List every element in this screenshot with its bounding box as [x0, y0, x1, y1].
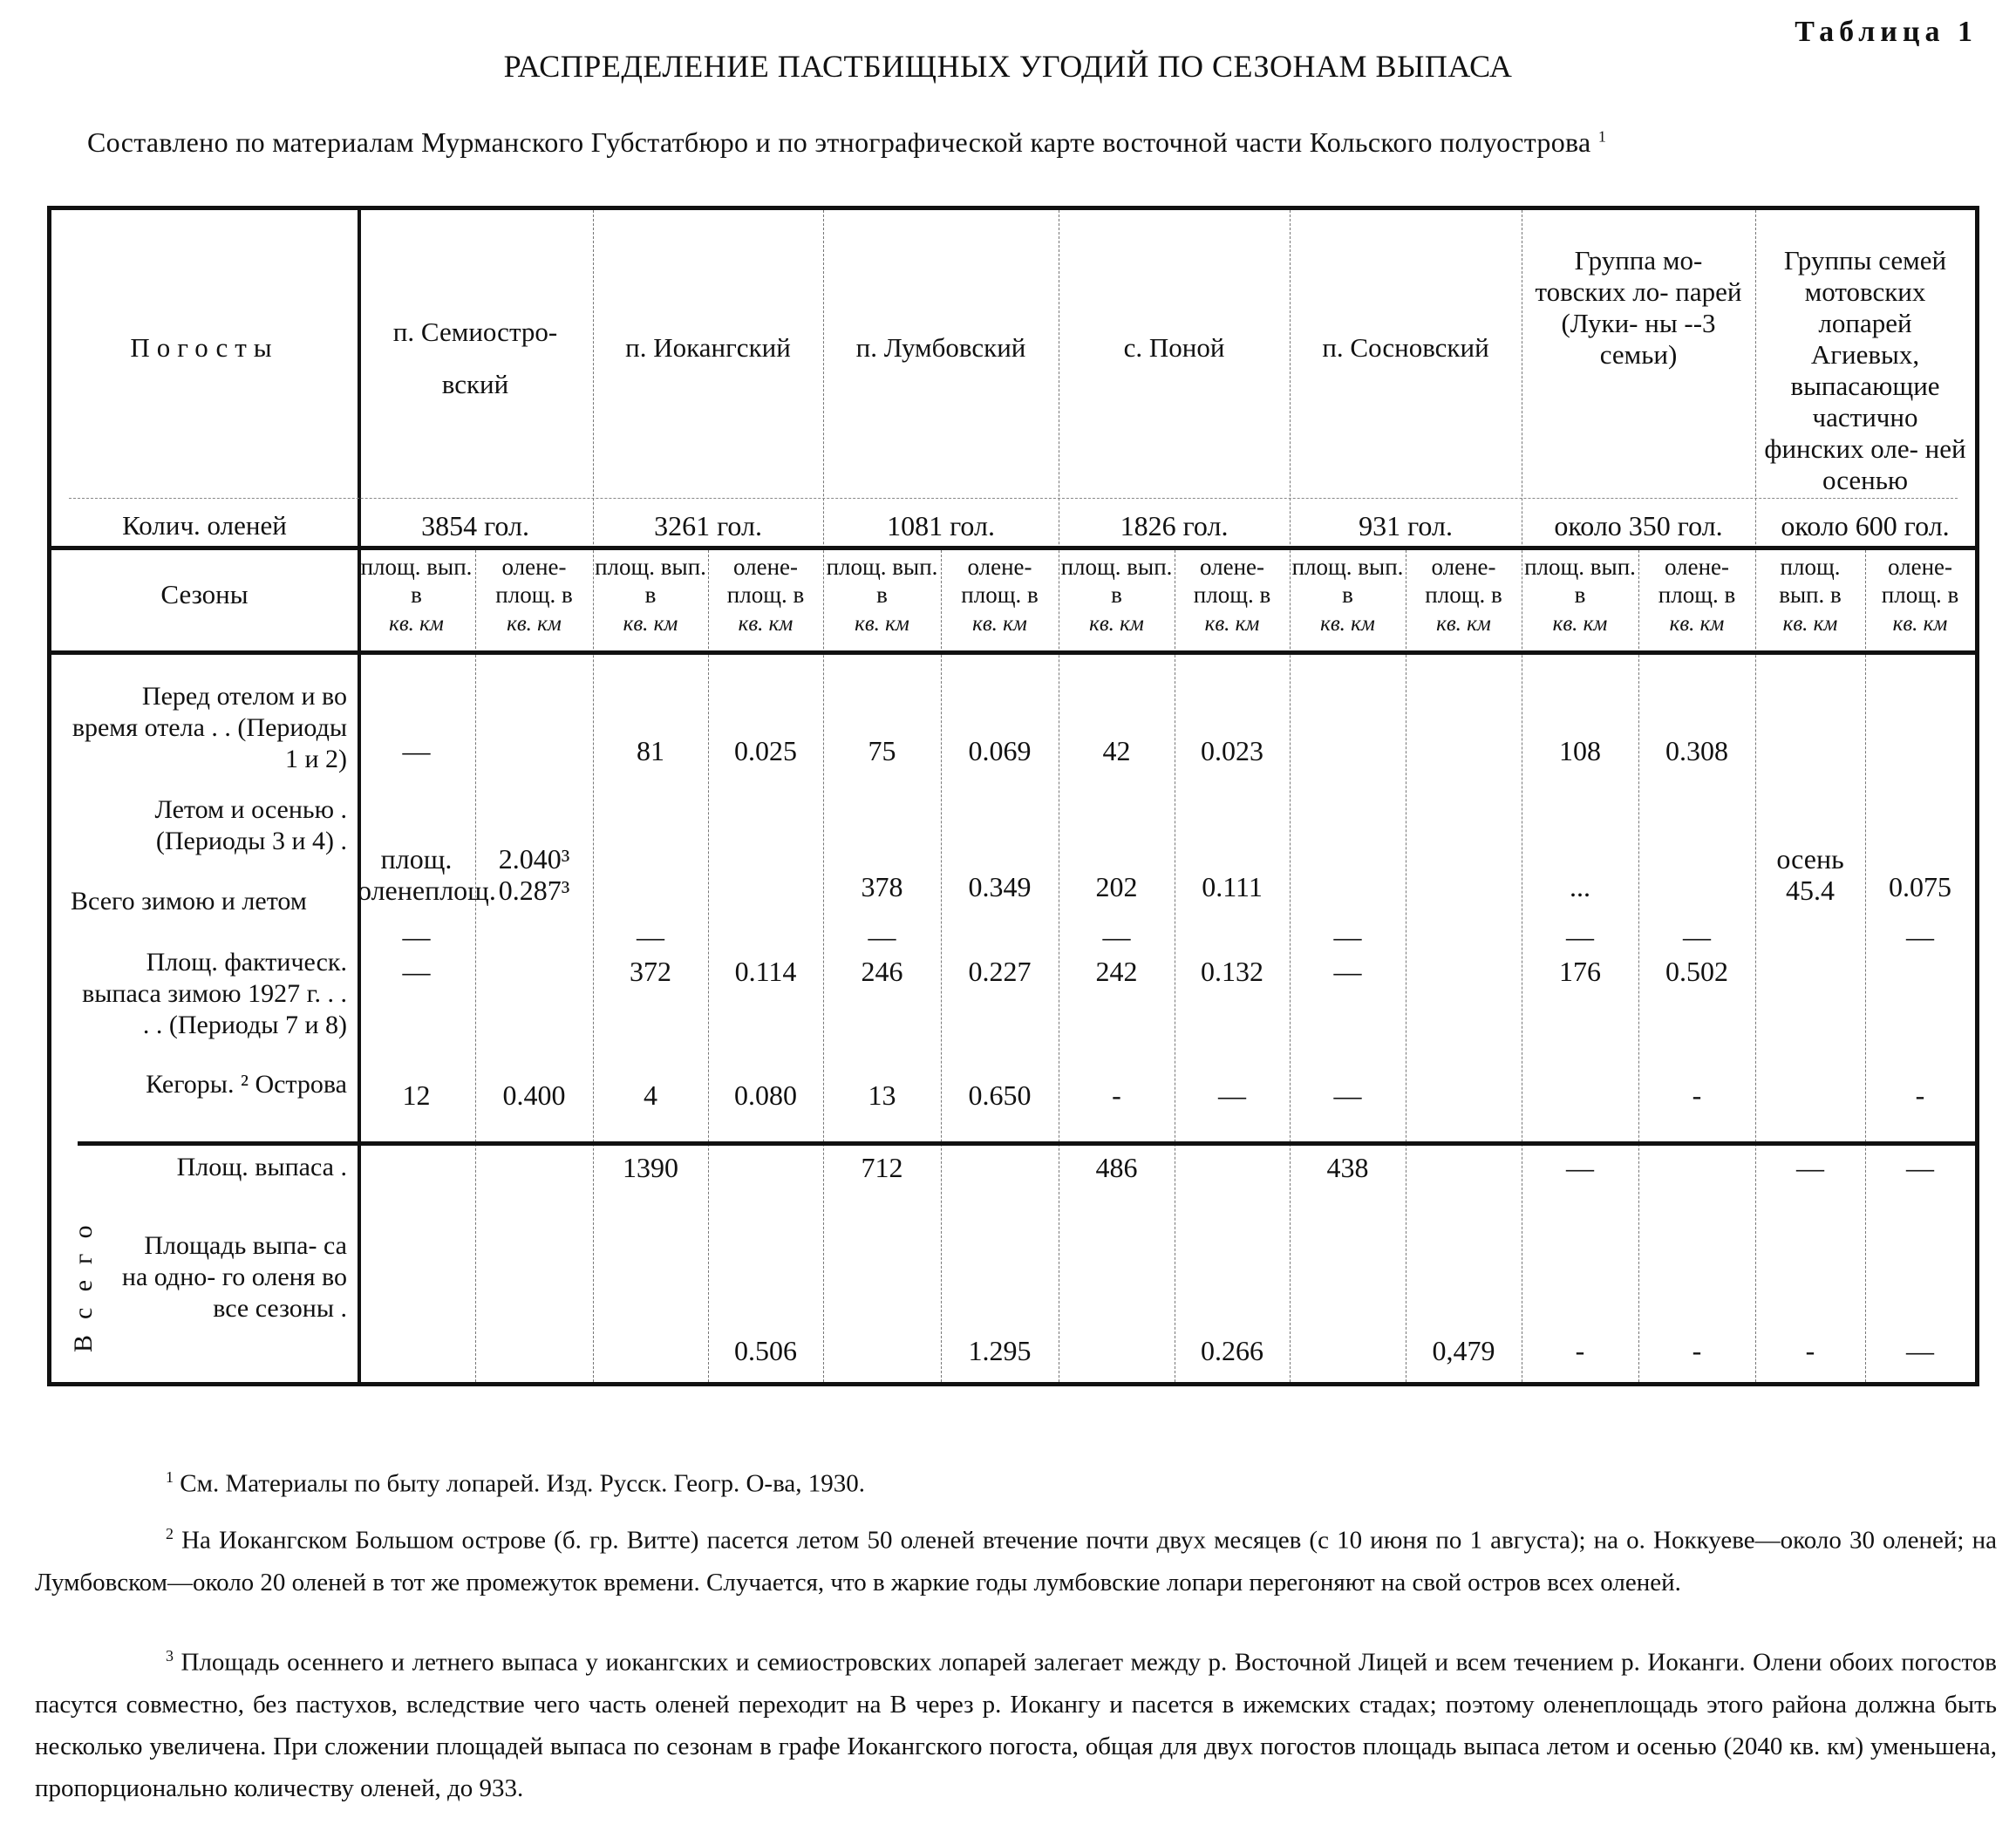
footnote-ref: 1 — [1597, 127, 1607, 146]
season-row-value: — — [1906, 921, 1934, 952]
group-divider — [1290, 210, 1291, 1382]
subcolumn-header-text: площ. вып. в — [1060, 554, 1173, 608]
season-row-value: 0.308 — [1665, 735, 1728, 766]
season-row-value: 0.114 — [734, 956, 797, 987]
group-divider — [1755, 210, 1756, 1382]
pasture-distribution-table — [47, 206, 1979, 1386]
table-title: РАСПРЕДЕЛЕНИЕ ПАСТБИЩНЫХ УГОДИЙ ПО СЕЗОНАМ ВЫПАСА — [503, 49, 1513, 84]
subcolumn-header-text: олене- площ. в — [1425, 554, 1502, 608]
totals-row-value: 0,479 — [1432, 1335, 1495, 1366]
reindeer-count-1: 3854 гол. — [421, 510, 529, 541]
group-header-7: Группы семей мотовских лопарей Агиевых, выпасающие частично финских оле- ней осенью — [1764, 245, 1966, 495]
unit-label: кв. км — [1782, 612, 1838, 636]
season-row-value: 75 — [868, 735, 896, 766]
season-row-value: — — [1218, 1079, 1246, 1111]
season-row-value: 176 — [1559, 956, 1601, 987]
unit-label: кв. км — [972, 612, 1027, 636]
season-row-value: 12 — [402, 1079, 431, 1111]
reindeer-count-2: 3261 гол. — [654, 510, 762, 541]
totals-row-value: — — [1906, 1335, 1934, 1366]
subcolumn-header — [593, 553, 708, 638]
subcolumn-header — [1290, 553, 1406, 638]
season-row-value: 242 — [1095, 956, 1138, 987]
subcolumn-divider — [1865, 546, 1866, 1382]
footnote-text: См. Материалы по быту лопарей. Изд. Русск. Геогр. О-ва, 1930. — [174, 1469, 865, 1498]
subcolumn-header-text: площ. вып. в — [826, 554, 938, 608]
season-row-value: 2.040³ 0.287³ — [498, 843, 570, 906]
seasons-row-bottom-rule — [51, 650, 1975, 655]
unit-label: кв. км — [738, 612, 793, 636]
season-row-value: 378 — [861, 871, 903, 902]
reindeer-count-5: 931 гол. — [1359, 510, 1453, 541]
footnote-mark: 3 — [166, 1647, 174, 1665]
totals-row-value: - — [1692, 1335, 1702, 1366]
totals-row-value: — — [1796, 1152, 1824, 1183]
subcolumn-header — [1406, 553, 1522, 638]
table-number-label: Таблица 1 — [1795, 16, 1978, 48]
group-header-3: п. Лумбовский — [855, 332, 1026, 363]
reindeer-count-4: 1826 гол. — [1120, 510, 1229, 541]
totals-row-value: — — [1566, 1152, 1594, 1183]
reindeer-count-6: около 350 гол. — [1554, 510, 1723, 541]
footnote-text: Площадь осеннего и летнего выпаса у иокангских и семиостровских лопарей залегает между р. Восточной Лицей и всем течением р. Иоканги. Олени обоих погостов пасутся совместно, без пастухов, вследствие чего часть оленей переходит на В через р. Иокангу и пасется в ижемских стадах; поэтому оленеплощадь этого района должна быть несколько увеличена. При сложении площадей выпаса по сезонам в графе Иокангского погоста, общая для двух погостов площадь выпаса летом и осенью (2040 кв. км) уменьшена, пропорционально количеству оленей, до 933. — [35, 1648, 1997, 1802]
unit-label: кв. км — [1204, 612, 1260, 636]
season-row-value: 0.502 — [1665, 956, 1728, 987]
unit-label: кв. км — [1552, 612, 1608, 636]
unit-label: кв. км — [389, 612, 444, 636]
totals-row-value: 1390 — [623, 1152, 678, 1183]
subcolumn-header — [1059, 553, 1175, 638]
reindeer-count-label: Колич. оленей — [122, 510, 287, 541]
season-row-value: 81 — [637, 735, 664, 766]
group-header-4: с. Поной — [1123, 332, 1225, 363]
footnote-mark: 1 — [166, 1468, 174, 1486]
unit-label: кв. км — [1320, 612, 1375, 636]
footnote-2 — [35, 1513, 1997, 1603]
subcolumn-header-text: площ. вып. в — [1524, 554, 1636, 608]
unit-label: кв. км — [623, 612, 678, 636]
footnote-1 — [35, 1456, 1997, 1505]
season-row-value: ... — [1570, 871, 1590, 902]
season-row-value: 42 — [1102, 735, 1131, 766]
label-column-divider — [358, 210, 361, 1382]
subcolumn-header-text: площ. вып. в — [360, 554, 473, 608]
season-row-value: 0.650 — [968, 1079, 1032, 1111]
season-row-value: — — [1333, 1079, 1362, 1111]
totals-row-value: 1.295 — [968, 1335, 1032, 1366]
subcolumn-header — [1522, 553, 1638, 638]
reindeer-count-7: около 600 гол. — [1781, 510, 1950, 541]
subcolumn-divider — [475, 546, 476, 1382]
unit-label: кв. км — [1669, 612, 1725, 636]
season-row-value: 0.069 — [968, 735, 1032, 766]
season-row-value: 0.025 — [734, 735, 797, 766]
season-row-value: — — [868, 921, 896, 952]
season-row-label: Кегоры. ² Острова — [146, 1070, 347, 1099]
season-row-value: — — [637, 921, 664, 952]
season-row-value: 0.400 — [502, 1079, 566, 1111]
season-row-value: 0.080 — [734, 1079, 797, 1111]
group-divider — [593, 210, 594, 1382]
season-row-value: 0.132 — [1201, 956, 1263, 987]
season-row-value: 4 — [644, 1079, 657, 1111]
season-row-label: Площ. фактическ. выпаса зимою 1927 г. . . . . (Периоды 7 и 8) — [82, 948, 347, 1039]
season-row-label: Всего зимою и летом — [71, 887, 307, 916]
season-row-value: 108 — [1559, 735, 1601, 766]
subcolumn-header — [475, 553, 593, 638]
unit-label: кв. км — [1089, 612, 1144, 636]
season-row-value: площ. оленеплощ. — [358, 843, 496, 906]
unit-label: кв. км — [1436, 612, 1491, 636]
group-divider — [823, 210, 824, 1382]
season-row-value: — — [1683, 921, 1711, 952]
group-header-5: п. Сосновский — [1322, 332, 1489, 363]
season-row-value: — — [1566, 921, 1594, 952]
subcolumn-header — [708, 553, 823, 638]
subcolumn-header-text: олене- площ. в — [961, 554, 1039, 608]
totals-row-label: Площ. выпаса . — [176, 1153, 347, 1181]
totals-row-label: Площадь выпа- са на одно- го оленя во все сезоны . — [121, 1231, 347, 1323]
totals-row-value: 0.266 — [1201, 1335, 1263, 1366]
totals-row-value: 486 — [1095, 1152, 1138, 1183]
season-row-value: 13 — [868, 1079, 896, 1111]
season-row-value: осень 45.4 — [1776, 843, 1844, 906]
group-header-6: Группа мо- товских ло- парей (Луки- ны --3 семьи) — [1535, 245, 1742, 370]
season-row-label: Летом и осенью . (Периоды 3 и 4) . — [154, 795, 347, 855]
footnote-3 — [35, 1635, 1997, 1809]
subcolumn-header — [1865, 553, 1975, 638]
group-header-2: п. Иокангский — [625, 332, 791, 363]
table-subtitle — [87, 126, 1606, 159]
season-row-value: — — [402, 735, 431, 766]
subcolumn-header — [1755, 553, 1865, 638]
subtitle-text: Составлено по материалам Мурманского Губстатбюро и по этнографической карте восточной части Кольского полуострова — [87, 126, 1591, 158]
season-row-value: 0.227 — [968, 956, 1032, 987]
season-row-value: - — [1112, 1079, 1121, 1111]
pogosty-header: Погосты — [130, 332, 279, 363]
season-row-value: 0.111 — [1202, 871, 1263, 902]
subcolumn-header-text: олене- площ. в — [726, 554, 805, 608]
totals-row-value: 712 — [861, 1152, 903, 1183]
subcolumn-header — [823, 553, 941, 638]
group-header-1: п. Семиостро- вский — [392, 317, 558, 399]
season-row-value: 0.349 — [968, 871, 1032, 902]
subcolumn-header-text: олене- площ. в — [1658, 554, 1736, 608]
totals-row-value: 438 — [1326, 1152, 1369, 1183]
unit-label: кв. км — [507, 612, 562, 636]
subcolumn-header — [941, 553, 1059, 638]
reindeer-count-3: 1081 гол. — [887, 510, 995, 541]
totals-row-value: - — [1805, 1335, 1815, 1366]
subcolumn-header-text: олене- площ. в — [1193, 554, 1271, 608]
subcolumn-header — [1638, 553, 1755, 638]
totals-row-value: — — [1906, 1152, 1934, 1183]
season-row-value: 246 — [861, 956, 903, 987]
unit-label: кв. км — [855, 612, 909, 636]
season-row-value: 372 — [630, 956, 671, 987]
seasons-header: Сезоны — [160, 579, 249, 609]
unit-label: кв. км — [1892, 612, 1948, 636]
totals-row-value: - — [1575, 1335, 1585, 1366]
season-row-value: — — [402, 921, 431, 952]
season-row-label: Перед отелом и во время отела . . (Периоды 1 и 2) — [72, 682, 347, 773]
season-row-value: - — [1915, 1079, 1925, 1111]
subcolumn-header — [1175, 553, 1290, 638]
totals-top-rule — [78, 1141, 1975, 1146]
subcolumn-header-text: площ. вып. в — [595, 554, 706, 608]
season-row-value: 0.075 — [1889, 871, 1951, 902]
seasons-row-top-rule — [51, 546, 1975, 550]
footnote-mark: 2 — [166, 1525, 174, 1542]
season-row-value: 202 — [1095, 871, 1138, 902]
season-row-value: — — [1102, 921, 1131, 952]
subcolumn-header-text: олене- площ. в — [1881, 554, 1959, 608]
totals-row-value: 0.506 — [734, 1335, 797, 1366]
season-row-value: — — [402, 956, 431, 987]
footnote-text: На Иокангском Большом острове (б. гр. Витте) пасется летом 50 оленей втечение почти двух месяцев (с 10 июня по 1 августа); на о. Ноккуеве—около 30 оленей; на Лумбовском—около 20 оленей в тот же промежуток времени. Случается, что в жаркие годы лумбовские лопари перегоняют на свой остров всех оленей. — [35, 1526, 1997, 1597]
subcolumn-header-text: площ. вып. в — [1291, 554, 1404, 608]
count-row-divider — [69, 498, 1958, 499]
subcolumn-header-text: площ. вып. в — [1779, 554, 1842, 608]
subcolumn-header — [358, 553, 475, 638]
subcolumn-header-text: олене- площ. в — [495, 554, 573, 608]
season-row-value: - — [1692, 1079, 1702, 1111]
totals-group-label: Всего — [69, 1209, 98, 1352]
season-row-value: 0.023 — [1201, 735, 1263, 766]
season-row-value: — — [1333, 921, 1362, 952]
season-row-value: — — [1333, 956, 1362, 987]
